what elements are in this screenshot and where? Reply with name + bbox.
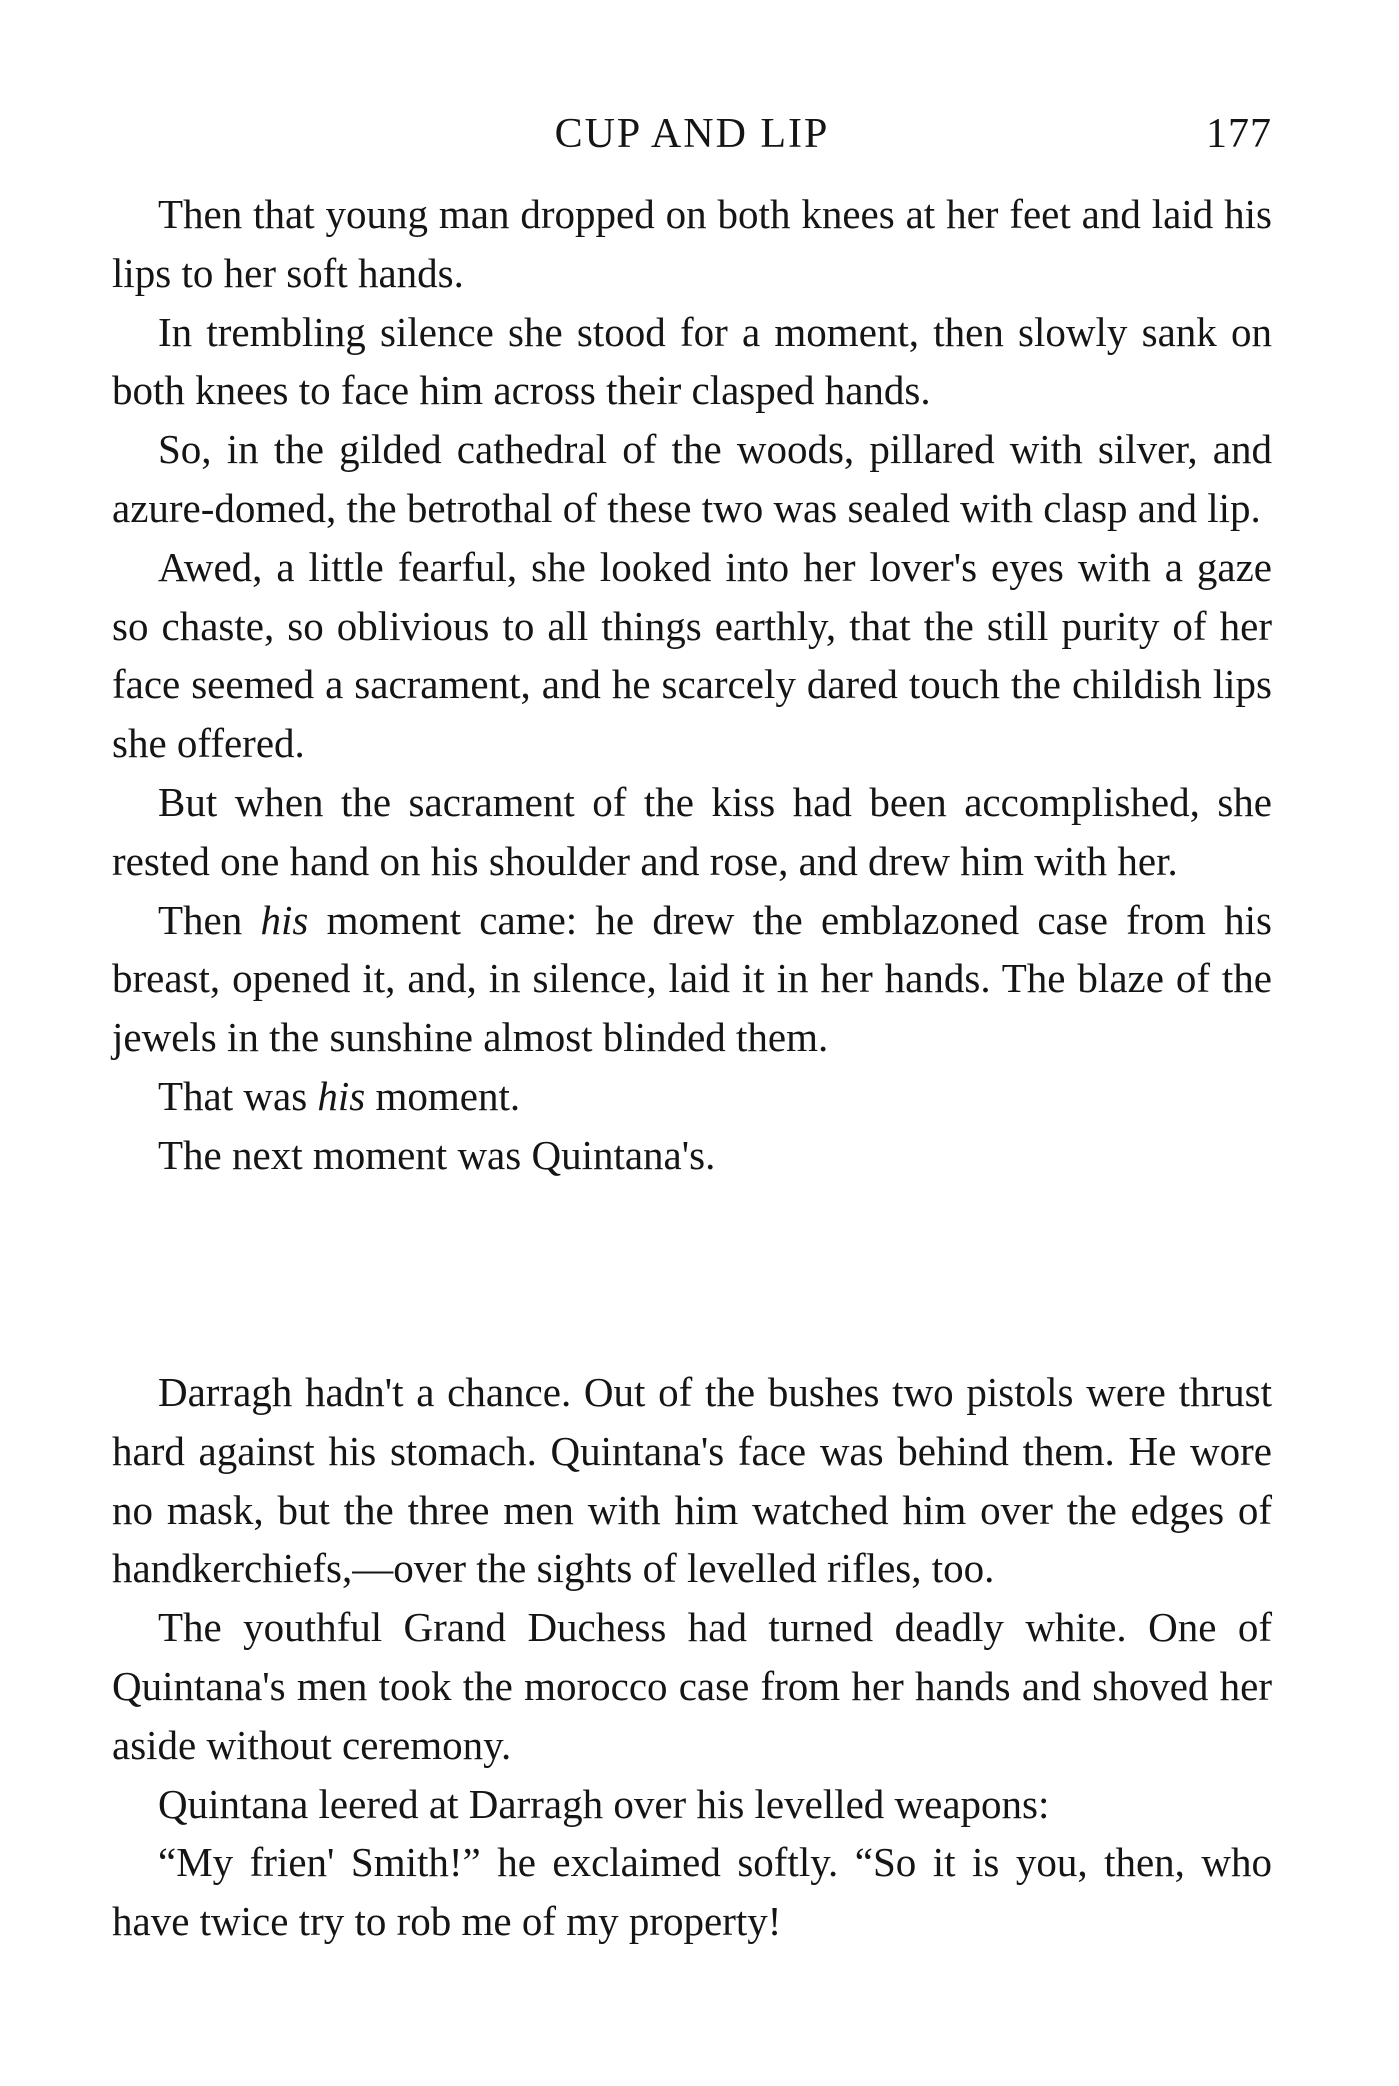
text-span: That was bbox=[158, 1072, 318, 1119]
text-section-1 bbox=[112, 185, 1272, 1185]
text-span: Then bbox=[158, 896, 261, 943]
paragraph bbox=[112, 891, 1272, 1067]
running-head: CUP AND LIP bbox=[554, 111, 830, 157]
paragraph: Quintana leered at Darragh over his levelled weapons: bbox=[158, 1780, 1050, 1827]
paragraph: Then that young man dropped on both knees at her feet and laid his lips to her soft hands. bbox=[112, 191, 1272, 296]
paragraph bbox=[112, 1067, 1272, 1126]
paragraph: Awed, a little fearful, she looked into her lover's eyes with a gaze so chaste, so oblivious to all things earthly, that the still purity of her face seemed a sacrament, and he scarcely dared touch the childish lips she offered. bbox=[112, 543, 1272, 767]
text-span: moment came: he drew the emblazoned case from his breast, opened it, and, in silence, laid it in her hands. The blaze of the jewels in the sunshine almost blinded them. bbox=[112, 896, 1272, 1061]
paragraph: The youthful Grand Duchess had turned deadly white. One of Quintana's men took the morocco case from her hands and shoved her aside without ceremony. bbox=[112, 1604, 1272, 1768]
page-number: 177 bbox=[1206, 111, 1272, 157]
paragraph: So, in the gilded cathedral of the woods, pillared with silver, and azure-domed, the betrothal of these two was sealed with clasp and lip. bbox=[112, 426, 1272, 531]
paragraph: “My frien' Smith!” he exclaimed softly. “So it is you, then, who have twice try to rob me of my property! bbox=[112, 1839, 1272, 1945]
emphasis: his bbox=[260, 896, 309, 943]
paragraph: In trembling silence she stood for a moment, then slowly sank on both knees to face him across their clasped hands. bbox=[112, 308, 1272, 414]
paragraph: But when the sacrament of the kiss had been accomplished, she rested one hand on his shoulder and rose, and drew him with her. bbox=[112, 778, 1272, 884]
paragraph: The next moment was Quintana's. bbox=[158, 1131, 716, 1178]
paragraph: Darragh hadn't a chance. Out of the bushes two pistols were thrust hard against his stomach. Quintana's face was behind them. He wore no mask, but the three men with him watched him over the edges of handkerchiefs,—over the sights of levelled rifles, too. bbox=[112, 1369, 1272, 1592]
text-section-2 bbox=[112, 1363, 1272, 1951]
page-header bbox=[112, 108, 1272, 160]
emphasis: his bbox=[317, 1072, 366, 1119]
text-span: moment. bbox=[365, 1072, 521, 1119]
